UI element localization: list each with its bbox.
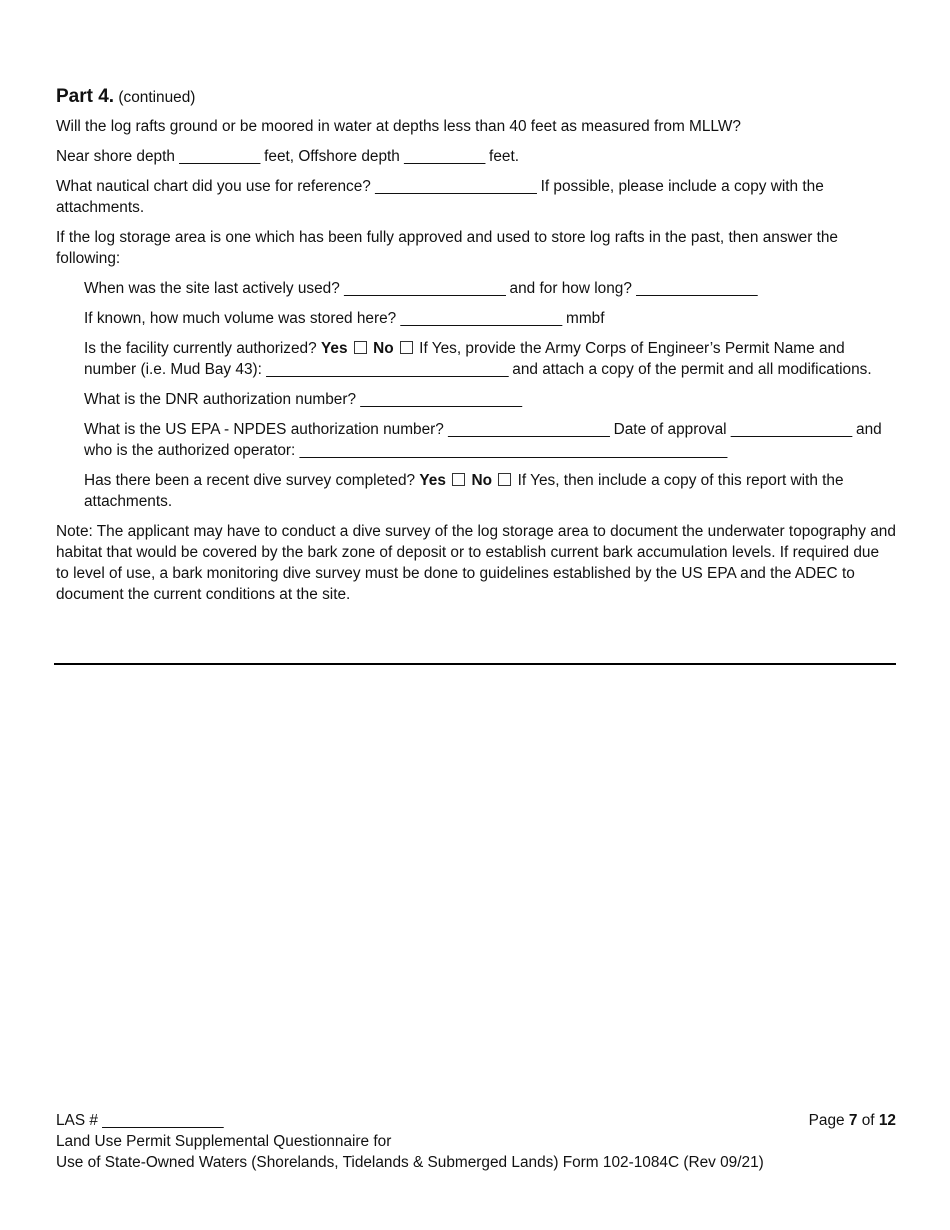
page-footer [56, 1110, 896, 1173]
approval-date-field[interactable]: _______________ [730, 421, 852, 438]
last-used-field[interactable]: ____________________ [344, 280, 506, 297]
las-label: LAS # [56, 1112, 98, 1129]
authorized-no-label: No [373, 340, 394, 357]
question-nautical-chart [56, 176, 896, 218]
offshore-label: feet, Offshore depth [264, 148, 400, 165]
how-long-label: and for how long? [509, 280, 632, 297]
page-number: 7 [848, 1112, 858, 1129]
approved-area-intro: If the log storage area is one which has been fully approved and used to store log rafts in the past, then answer the following: [56, 229, 838, 267]
section-heading [56, 86, 896, 108]
applicant-note: Note: The applicant may have to conduct a dive survey of the log storage area to document the underwater topography and habitat that would be covered by the bark zone of deposit or to establish current bark accumulation levels. If required due to level of use, a bark monitoring dive survey must be done to guidelines established by the US EPA and the ADEC to document the current conditions at the site. [56, 523, 896, 603]
volume-unit: mmbf [566, 310, 605, 327]
depth-line [56, 146, 896, 167]
dive-yes-label: Yes [419, 472, 446, 489]
form-title-line2: Use of State-Owned Waters (Shorelands, Tidelands & Submerged Lands) Form 102-1084C (Rev 09/21) [56, 1154, 764, 1171]
question-epa [84, 419, 896, 461]
epa-number-field[interactable]: ____________________ [448, 421, 610, 438]
las-number [56, 1110, 223, 1131]
question-volume [84, 308, 896, 329]
question-last-used [84, 278, 896, 299]
offshore-depth-field[interactable]: __________ [404, 148, 485, 165]
part-title: Part 4. [56, 86, 115, 107]
dive-survey-note: If Yes, then include a copy of this report with the attachments. [84, 472, 844, 510]
page-indicator [809, 1110, 896, 1131]
dive-yes-checkbox[interactable] [452, 473, 465, 486]
epa-label: What is the US EPA - NPDES authorization number? [84, 421, 444, 438]
authorized-yes-checkbox[interactable] [354, 341, 367, 354]
feet-unit: feet. [489, 148, 519, 165]
near-shore-label: Near shore depth [56, 148, 175, 165]
dive-no-checkbox[interactable] [498, 473, 511, 486]
authorized-label: Is the facility currently authorized? [84, 340, 317, 357]
question-authorized [84, 338, 896, 380]
near-shore-depth-field[interactable]: __________ [179, 148, 260, 165]
authorized-yes-label: Yes [320, 340, 348, 357]
page-total: 12 [878, 1112, 896, 1129]
page-label: Page [808, 1112, 845, 1129]
dnr-number-field[interactable]: ____________________ [360, 391, 522, 408]
how-long-field[interactable]: _______________ [636, 280, 758, 297]
question-depth: Will the log rafts ground or be moored in water at depths less than 40 feet as measured from MLLW? [56, 118, 741, 135]
last-used-label: When was the site last actively used? [84, 280, 340, 297]
authorized-no-checkbox[interactable] [400, 341, 413, 354]
dive-no-label: No [471, 472, 493, 489]
part-continued: (continued) [118, 89, 196, 106]
operator-field[interactable]: _____________________________________________________ [299, 442, 727, 459]
volume-label: If known, how much volume was stored here? [84, 310, 397, 327]
question-dnr [84, 389, 896, 410]
nautical-chart-note: If possible, please include a copy with the attachments. [56, 178, 824, 216]
question-dive-survey [84, 470, 896, 512]
dive-survey-label: Has there been a recent dive survey completed? [84, 472, 416, 489]
permit-name-field[interactable]: ______________________________ [266, 361, 509, 378]
section-divider [54, 663, 896, 665]
dnr-label: What is the DNR authorization number? [84, 391, 357, 408]
form-body [56, 86, 896, 614]
approval-date-label: Date of approval [613, 421, 727, 438]
nautical-chart-field[interactable]: ____________________ [375, 178, 537, 195]
volume-field[interactable]: ____________________ [400, 310, 562, 327]
operator-label: and who is the authorized operator: [84, 421, 882, 459]
form-title-line1: Land Use Permit Supplemental Questionnaire for [56, 1133, 392, 1150]
permit-instructions: If Yes, provide the Army Corps of Engineer’s Permit Name and number (i.e. Mud Bay 43): [84, 340, 845, 378]
nautical-chart-label: What nautical chart did you use for reference? [56, 178, 371, 195]
page-of: of [861, 1112, 875, 1129]
las-field[interactable]: _______________ [102, 1112, 224, 1129]
permit-attach-note: and attach a copy of the permit and all modifications. [512, 361, 872, 378]
